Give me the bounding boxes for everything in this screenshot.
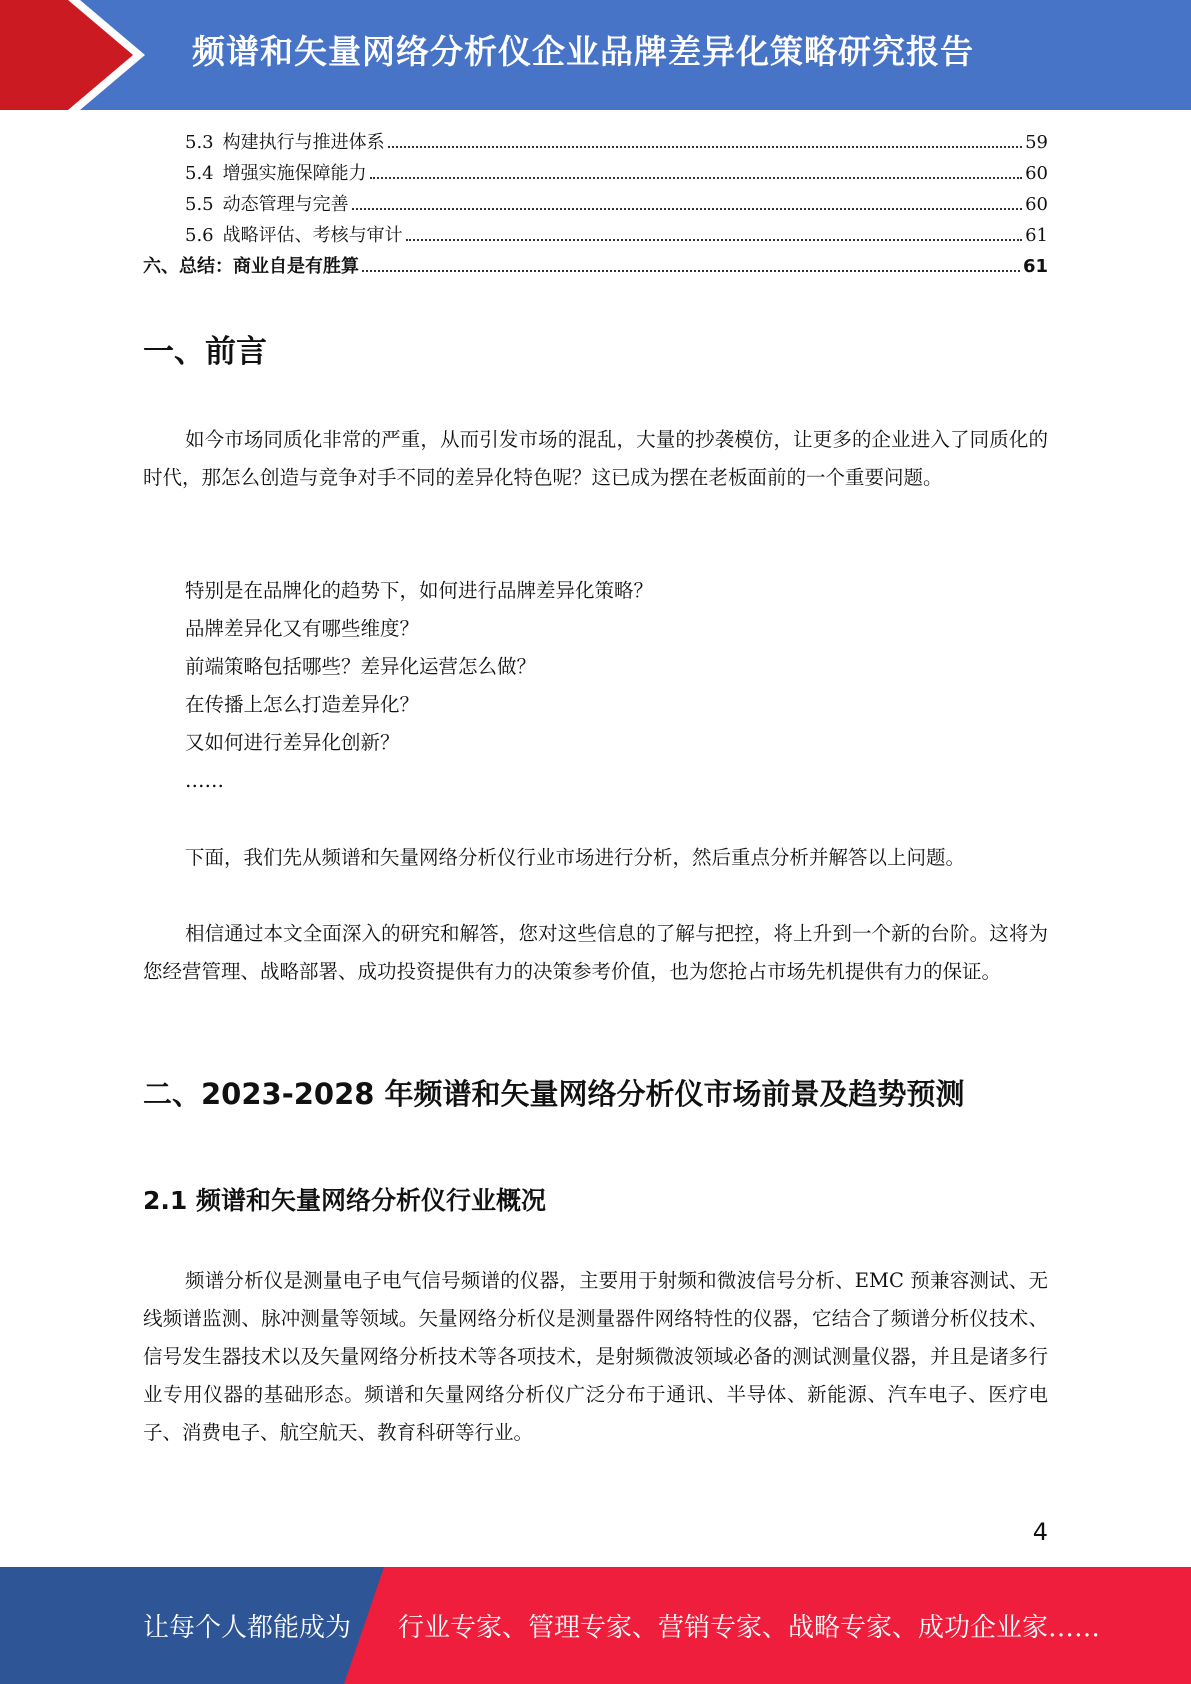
toc-number: 5.6 (185, 225, 214, 246)
toc-label: 增强实施保障能力 (222, 163, 367, 184)
toc-leader-dots (406, 239, 1022, 241)
toc-number: 5.5 (185, 194, 214, 215)
toc-leader-dots (370, 177, 1022, 179)
toc-label: 战略评估、考核与审计 (222, 225, 403, 246)
footer-slogan-left: 让每个人都能成为 (143, 1613, 352, 1643)
toc-label: 构建执行与推进体系 (222, 132, 385, 153)
table-of-contents (143, 128, 1048, 283)
page-header (0, 0, 1191, 110)
toc-entry[interactable] (143, 128, 1048, 159)
preface-paragraph-3: 相信通过本文全面深入的研究和解答，您对这些信息的了解与把控，将上升到一个新的台阶。这将为您经营管理、战略部署、成功投资提供有力的决策参考价值，也为您抢占市场先机提供有力的保证。 (143, 922, 1048, 983)
preface-paragraph-2: 下面，我们先从频谱和矢量网络分析仪行业市场进行分析，然后重点分析并解答以上问题。 (185, 846, 966, 869)
page-number: 4 (1032, 1518, 1048, 1546)
toc-leader-dots (352, 208, 1022, 210)
question-item: 品牌差异化又有哪些维度？ (185, 617, 420, 640)
question-item: 在传播上怎么打造差异化？ (185, 693, 420, 716)
toc-entry[interactable] (143, 221, 1048, 252)
footer-slogan-right: 行业专家、管理专家、营销专家、战略专家、成功企业家…… (398, 1613, 1101, 1643)
toc-page-number: 59 (1025, 132, 1048, 153)
question-item: 特别是在品牌化的趋势下，如何进行品牌差异化策略？ (185, 579, 654, 602)
toc-leader-dots (388, 146, 1022, 148)
toc-page-number: 60 (1025, 163, 1048, 184)
toc-number: 5.3 (185, 132, 214, 153)
toc-page-number: 61 (1025, 225, 1048, 246)
toc-label: 动态管理与完善 (222, 194, 349, 215)
industry-overview-paragraph: 频谱分析仪是测量电子电气信号频谱的仪器，主要用于射频和微波信号分析、EMC 预兼容测试、无线频谱监测、脉冲测量等领域。矢量网络分析仪是测量器件网络特性的仪器，它结合了频谱分析仪技术、信号发生器技术以及矢量网络分析技术等各项技术，是射频微波领域必备的测试测量仪器，并且是诸多行业专用仪器的基础形态。频谱和矢量网络分析仪广泛分布于通讯、半导体、新能源、汽车电子、医疗电子、消费电子、航空航天、教育科研等行业。 (143, 1269, 1048, 1444)
toc-page-number: 61 (1022, 256, 1048, 277)
question-item: 又如何进行差异化创新？ (185, 731, 400, 754)
toc-entry-chapter[interactable] (143, 252, 1048, 283)
preface-paragraph-1: 如今市场同质化非常的严重，从而引发市场的混乱，大量的抄袭模仿，让更多的企业进入了同质化的时代，那怎么创造与竞争对手不同的差异化特色呢？这已成为摆在老板面前的一个重要问题。 (143, 428, 1048, 489)
question-list (185, 572, 653, 800)
section-heading-preface: 一、前言 (143, 334, 267, 370)
report-title: 频谱和矢量网络分析仪企业品牌差异化策略研究报告 (192, 32, 974, 71)
toc-page-number: 60 (1025, 194, 1048, 215)
toc-number: 5.4 (185, 163, 214, 184)
question-item: …… (185, 769, 224, 792)
page-footer (0, 1567, 1191, 1684)
toc-entry[interactable] (143, 190, 1048, 221)
subsection-heading-industry-overview: 2.1 频谱和矢量网络分析仪行业概况 (143, 1186, 546, 1215)
toc-entry[interactable] (143, 159, 1048, 190)
question-item: 前端策略包括哪些？差异化运营怎么做？ (185, 655, 537, 678)
section-heading-market-outlook: 二、2023-2028 年频谱和矢量网络分析仪市场前景及趋势预测 (143, 1077, 965, 1111)
header-arrow-decoration (0, 0, 200, 110)
toc-label: 六、总结：商业自是有胜算 (143, 256, 359, 277)
toc-leader-dots (362, 270, 1020, 272)
